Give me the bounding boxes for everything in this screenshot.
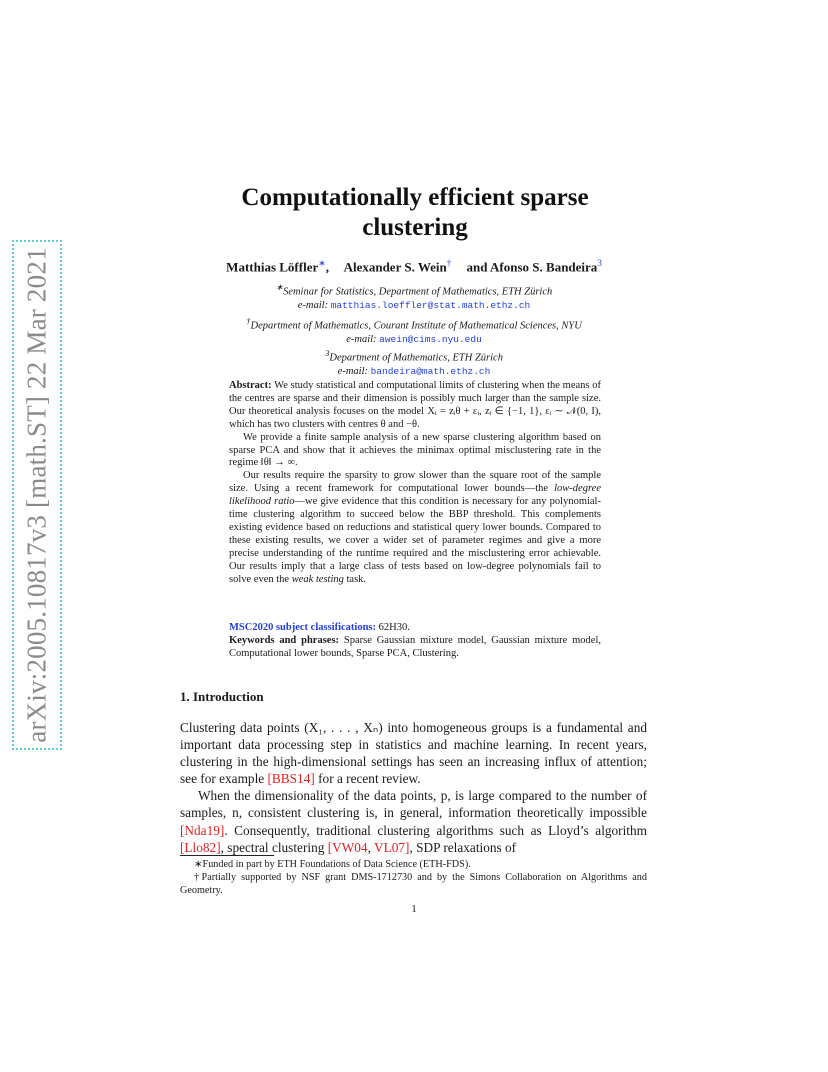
citation-link[interactable]: [VW04	[327, 839, 368, 855]
keywords-value: Sparse Gaussian mixture model, Gaussian mixture model, Computational lower bounds, Sparse PCA, Clustering.	[229, 635, 601, 659]
affiliation-2-name: Department of Mathematics, Courant Institute of Mathematical Sciences, NYU	[250, 320, 582, 332]
affiliation-3-name: Department of Mathematics, ETH Zürich	[329, 352, 503, 364]
keywords-label: Keywords and phrases:	[229, 635, 340, 646]
affiliation-3-mark: 3	[325, 348, 330, 358]
intro-paragraph-1: Clustering data points (X₁, . . . , Xₙ) into homogeneous groups is a fundamental and important data processing step in statistics and machine learning. In recent years, clustering in the high-dimensional settings has seen an increasing influx of attention; see for example [BBS14] for a recent review.	[180, 720, 647, 787]
citation-link[interactable]: VL07]	[374, 839, 410, 855]
author-3-footnote-link[interactable]: 3	[597, 258, 602, 268]
abstract-paragraph-2: We provide a finite sample analysis of a new sparse clustering algorithm based on sparse PCA and show that it achieves the minimax optimal misclustering rate in the regime ‖θ‖ → ∞.	[229, 431, 601, 469]
author-1: Matthias Löffler	[226, 259, 319, 275]
footnote-divider	[180, 855, 274, 856]
page-number: 1	[411, 903, 417, 915]
affiliation-1-email-link[interactable]: matthias.loeffler@stat.math.ethz.ch	[330, 299, 531, 311]
citation-link[interactable]: [Llo82]	[180, 839, 221, 855]
footnote-2: †Partially supported by NSF grant DMS-1712730 and by the Simons Collaboration on Algorithms and Geometry.	[180, 872, 647, 896]
title-line-1: Computationally efficient sparse	[241, 184, 589, 211]
abstract	[229, 380, 601, 587]
paper-title	[200, 183, 630, 243]
affiliation-3-email-label: e-mail:	[337, 365, 368, 377]
affiliation-1-mark: ∗	[275, 282, 284, 292]
classification-block	[229, 621, 601, 660]
footnotes	[180, 858, 647, 897]
author-1-footnote-link[interactable]: ∗	[318, 258, 326, 268]
affiliation-1-name: Seminar for Statistics, Department of Mathematics, ETH Zürich	[283, 286, 553, 298]
affiliation-2-email-label: e-mail:	[346, 333, 377, 345]
affiliation-2-email-link[interactable]: awein@cims.nyu.edu	[379, 333, 482, 345]
author-3: Afonso S. Bandeira	[490, 259, 598, 275]
intro-paragraph-2: When the dimensionality of the data points, p, is large compared to the number of samples, n, consistent clustering is, in general, information theoretically impossible [Nda19]. Consequently, traditional clustering algorithms such as Lloyd’s algorithm [Llo82], spectral clustering [VW04, VL07], SDP relaxations of	[180, 788, 647, 855]
abstract-label: Abstract:	[229, 380, 272, 391]
citation-link[interactable]: [Nda19]	[180, 822, 225, 838]
author-2: Alexander S. Wein	[343, 259, 447, 275]
arxiv-identifier: arXiv:2005.10817v3 [math.ST] 22 Mar 2021	[21, 247, 52, 743]
msc-link[interactable]: MSC2020 subject classifications:	[229, 622, 376, 633]
title-line-2: clustering	[362, 214, 468, 241]
affiliation-2	[150, 315, 678, 346]
abstract-paragraph-1: We study statistical and computational limits of clustering when the means of the centres are sparse and their dimension is possibly much larger than the sample size. Our theoretical analysis focuses on the model Xᵢ = zᵢθ + εᵢ, zᵢ ∈ {−1, 1}, εᵢ ∼ 𝒩(0, I), which has two clusters with centres θ and −θ.	[229, 380, 601, 430]
author-2-footnote-link[interactable]: †	[446, 258, 452, 268]
affiliation-1-email-label: e-mail:	[297, 299, 329, 311]
footnote-1: ∗Funded in part by ETH Foundations of Data Science (ETH-FDS).	[194, 859, 471, 870]
affiliation-3	[150, 347, 678, 378]
section-heading: 1. Introduction	[180, 689, 264, 704]
author-list: Matthias Löffler∗, Alexander S. Wein† and Afonso S. Bandeira$^3$	[226, 258, 602, 275]
arxiv-stamp	[12, 240, 62, 750]
citation-link[interactable]: [BBS14]	[267, 771, 315, 787]
affiliation-1	[150, 281, 678, 312]
abstract-paragraph-3: Our results require the sparsity to grow slower than the square root of the sample size. Using a recent framework for computational lower bounds—the low-degree likelihood ratio—we give evidence that this condition is necessary for any polynomial-time clustering algorithm to succeed below the BBP threshold. This complements existing evidence based on reductions and statistical query lower bounds. Compared to these existing results, we cover a wider set of parameter regimes and give a more precise understanding of the runtime required and the misclustering error achievable. Our results imply that a large class of tests based on low-degree polynomials fail to solve even the weak testing task.	[229, 470, 601, 585]
introduction-body	[180, 719, 647, 856]
author-conjunction: and	[466, 259, 488, 275]
affiliation-3-email-link[interactable]: bandeira@math.ethz.ch	[370, 365, 491, 377]
msc-value: 62H30.	[378, 622, 410, 633]
affiliation-2-mark: †	[246, 316, 251, 326]
